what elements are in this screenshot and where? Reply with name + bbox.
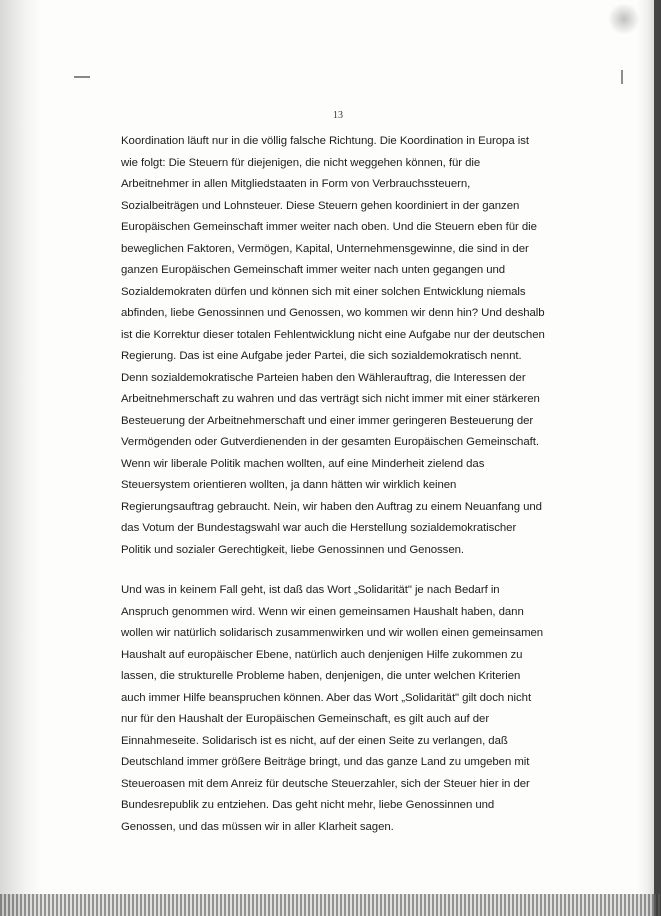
text-line: Einnahmeseite. Solidarisch ist es nicht, auf der einen Seite zu verlangen, daß: [121, 734, 508, 747]
text-line: Arbeitnehmer in allen Mitgliedstaaten in Form von Verbrauchssteuern,: [121, 178, 471, 190]
text-line: auch immer Hilfe beanspruchen können. Aber das Wort „Solidarität" gilt doch nicht: [121, 691, 532, 704]
text-line: Regierungsauftrag gebraucht. Nein, wir haben den Auftrag zu einem Neuanfang und: [121, 500, 542, 513]
text-line: lassen, die strukturelle Probleme haben, denjenigen, die unter welchen Kriterien: [121, 670, 521, 682]
text-line: Sozialbeiträgen und Lohnsteuer. Diese Steuern gehen koordiniert in der ganzen: [121, 199, 520, 212]
text-line: Politik und sozialer Gerechtigkeit, liebe Genossinnen und Genossen.: [121, 543, 465, 556]
text-line: Haushalt auf europäischer Ebene, natürlich auch denjenigen Hilfe zukommen zu: [121, 648, 523, 661]
text-line: beweglichen Faktoren, Vermögen, Kapital, Unternehmensgewinne, die sind in der: [121, 242, 529, 255]
text-line: ist die Korrektur dieser totalen Fehlentwicklung nicht eine Aufgabe nur der deutschen: [121, 328, 545, 341]
margin-tick-mark: [621, 70, 623, 84]
text-line: abfinden, liebe Genossinnen und Genossen, wo kommen wir denn hin? Und deshalb: [121, 307, 545, 319]
text-line: ganzen Europäischen Gemeinschaft immer weiter nach unten gegangen und: [121, 264, 506, 276]
text-line: Besteuerung der Arbeitnehmerschaft und einer immer geringeren Besteuerung der: [121, 414, 534, 427]
text-line: wollen wir natürlich solidarisch zusammenwirken und wir wollen einen gemeinsamen: [121, 627, 544, 639]
text-line: Europäischen Gemeinschaft immer weiter nach oben. Und die Steuern eben für die: [121, 221, 537, 233]
margin-dash-mark: [74, 76, 90, 78]
text-line: Regierung. Das ist eine Aufgabe jeder Partei, die sich sozialdemokratisch nennt.: [121, 350, 522, 362]
text-line: Vermögenden oder Gutverdienenden in der gesamten Europäischen Gemeinschaft.: [121, 436, 539, 448]
text-line: Deutschland immer größere Beiträge bringt, und das ganze Land zu umgeben mit: [121, 756, 530, 768]
text-line: Anspruch genommen wird. Wenn wir einen gemeinsamen Haushalt haben, dann: [121, 605, 524, 618]
text-line: das Votum der Bundestagswahl war auch die Herstellung sozialdemokratischer: [121, 522, 517, 534]
scan-shadow-left: [0, 0, 42, 916]
text-line: Sozialdemokraten dürfen und können sich mit einer solchen Entwicklung niemals: [121, 285, 526, 298]
scan-border-bottom: [0, 894, 661, 916]
scan-border-right: [654, 0, 661, 916]
text-line: Steuersystem orientieren wollten, ja dann hätten wir wirklich keinen: [121, 479, 457, 491]
text-line: wie folgt: Die Steuern für diejenigen, die nicht weggehen können, für die: [121, 156, 481, 169]
text-line: Steueroasen mit dem Anreiz für deutsche Steuerzahler, sich der Steuer hier in der: [121, 777, 530, 790]
text-line: Arbeitnehmerschaft zu wahren und das verträgt sich nicht immer mit einer stärkeren: [121, 393, 540, 405]
text-line: nur für den Haushalt der Europäischen Gemeinschaft, es gilt auch auf der: [121, 713, 490, 725]
text-line: Genossen, und das müssen wir in aller Klarheit sagen.: [121, 820, 394, 833]
text-line: Wenn wir liberale Politik machen wollten, auf eine Minderheit zielend das: [121, 457, 485, 470]
text-line: Denn sozialdemokratische Parteien haben den Wählerauftrag, die Interessen der: [121, 371, 526, 384]
text-line: Koordination läuft nur in die völlig falsche Richtung. Die Koordination in Europa ist: [121, 135, 529, 147]
text-line: Und was in keinem Fall geht, ist daß das Wort „Solidarität" je nach Bedarf in: [121, 584, 500, 596]
page-number: 13: [333, 110, 343, 121]
paragraph-2: [121, 580, 591, 838]
scan-smudge: [607, 4, 641, 34]
text-line: Bundesrepublik zu entziehen. Das geht nicht mehr, liebe Genossinnen und: [121, 799, 495, 811]
paragraph-1: [121, 131, 591, 561]
